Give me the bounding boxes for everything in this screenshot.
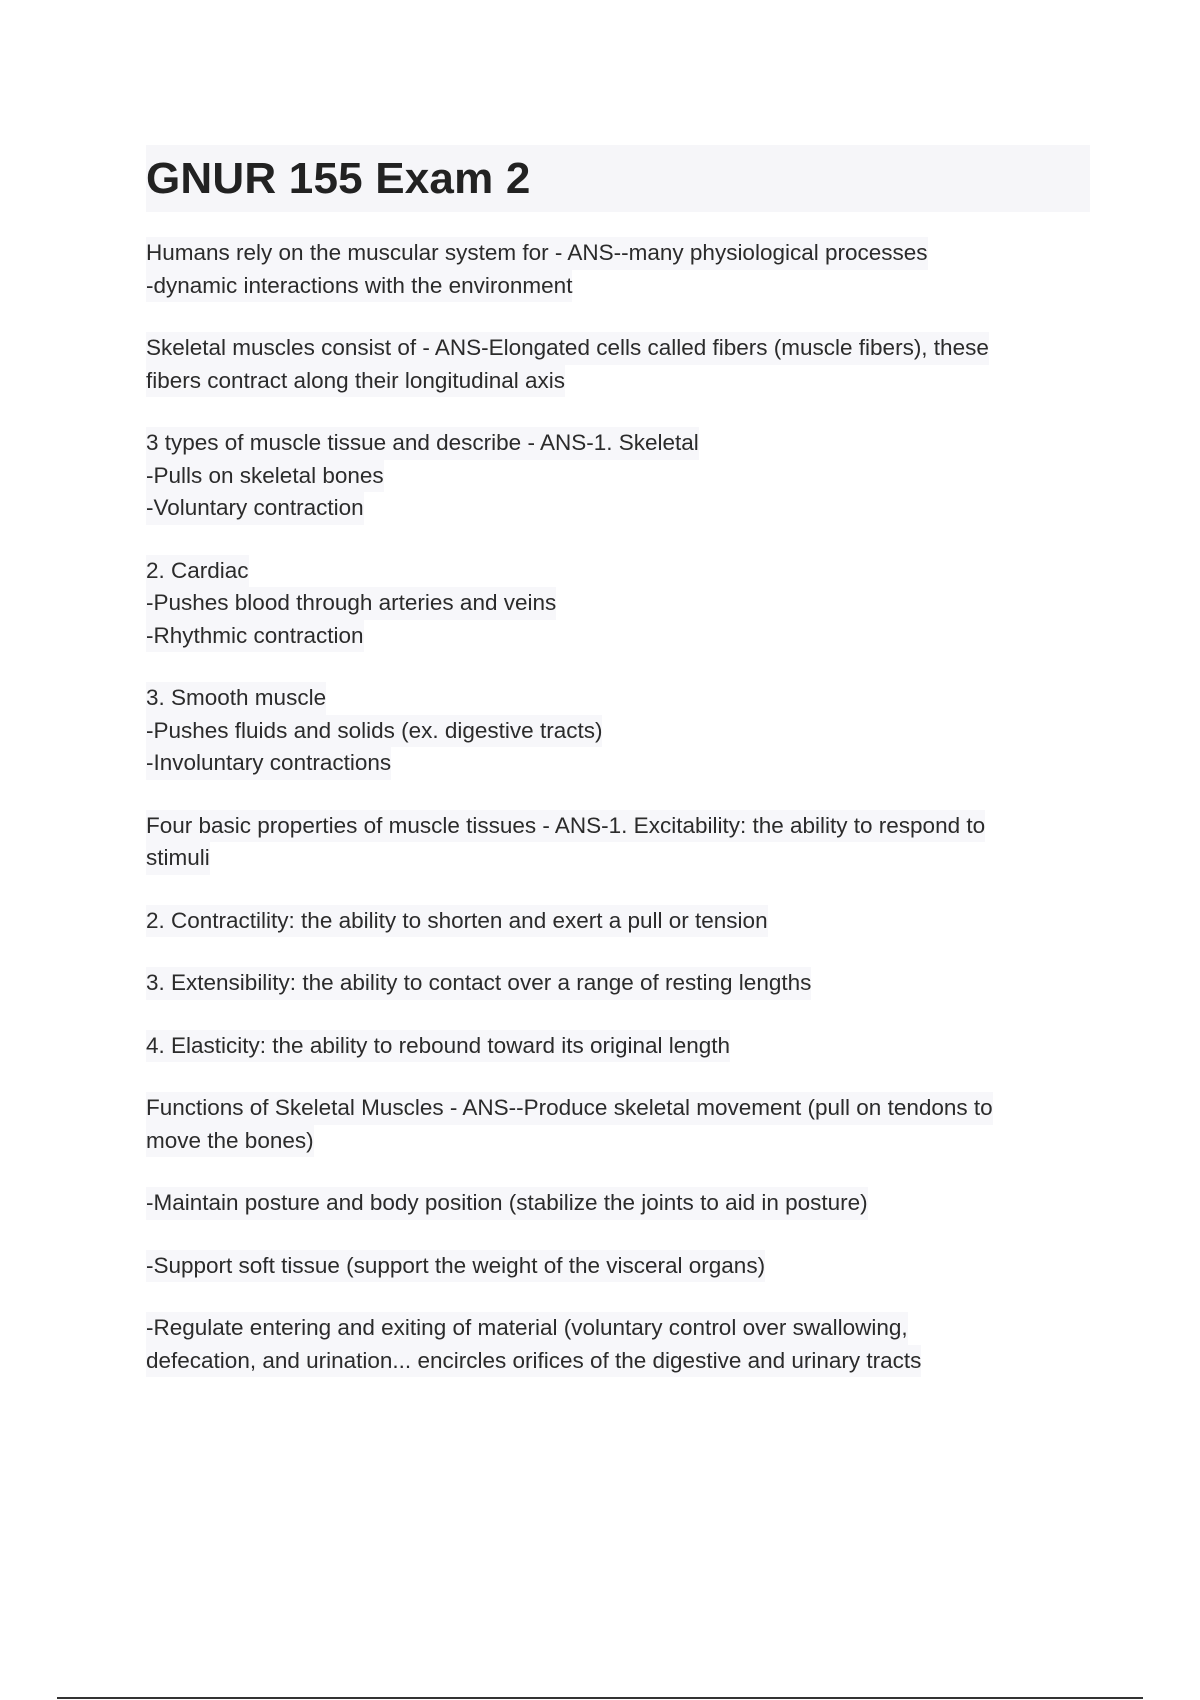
text-line: 2. Cardiac — [146, 555, 249, 588]
text-line: 3. Extensibility: the ability to contact over a range of resting lengths — [146, 967, 811, 1000]
text-line: defecation, and urination... encircles orifices of the digestive and urinary tracts — [146, 1345, 921, 1378]
text-line: Four basic properties of muscle tissues - ANS-1. Excitability: the ability to respond to — [146, 810, 985, 843]
page-title: GNUR 155 Exam 2 — [146, 153, 531, 203]
qa-paragraph — [146, 967, 1090, 1000]
text-line: 3. Smooth muscle — [146, 682, 326, 715]
qa-paragraph — [146, 1092, 1090, 1157]
qa-paragraph — [146, 237, 1090, 302]
qa-paragraph — [146, 682, 1090, 780]
text-line: fibers contract along their longitudinal axis — [146, 365, 565, 398]
text-line: -dynamic interactions with the environment — [146, 270, 572, 303]
qa-paragraph — [146, 555, 1090, 653]
footer-divider — [57, 1697, 1143, 1699]
text-line: -Voluntary contraction — [146, 492, 364, 525]
text-line: Functions of Skeletal Muscles - ANS--Produce skeletal movement (pull on tendons to — [146, 1092, 993, 1125]
text-line: -Pulls on skeletal bones — [146, 460, 384, 493]
text-line: 4. Elasticity: the ability to rebound toward its original length — [146, 1030, 730, 1063]
text-line: -Pushes blood through arteries and veins — [146, 587, 556, 620]
qa-paragraph — [146, 1312, 1090, 1377]
text-line: -Involuntary contractions — [146, 747, 391, 780]
text-line: 2. Contractility: the ability to shorten and exert a pull or tension — [146, 905, 768, 938]
text-line: -Regulate entering and exiting of material (voluntary control over swallowing, — [146, 1312, 908, 1345]
text-line: 3 types of muscle tissue and describe - ANS-1. Skeletal — [146, 427, 699, 460]
qa-paragraph — [146, 810, 1090, 875]
text-line: -Support soft tissue (support the weight of the visceral organs) — [146, 1250, 765, 1283]
text-line: Humans rely on the muscular system for - ANS--many physiological processes — [146, 237, 928, 270]
qa-paragraph — [146, 332, 1090, 397]
qa-paragraph — [146, 1030, 1090, 1063]
text-line: move the bones) — [146, 1125, 314, 1158]
text-line: -Pushes fluids and solids (ex. digestive tracts) — [146, 715, 602, 748]
text-line: Skeletal muscles consist of - ANS-Elongated cells called fibers (muscle fibers), these — [146, 332, 989, 365]
title-block — [146, 145, 1090, 212]
qa-paragraph — [146, 1250, 1090, 1283]
text-line: stimuli — [146, 842, 210, 875]
text-line: -Rhythmic contraction — [146, 620, 364, 653]
qa-paragraph — [146, 427, 1090, 525]
text-line: -Maintain posture and body position (stabilize the joints to aid in posture) — [146, 1187, 868, 1220]
document-page — [146, 145, 1090, 1407]
qa-paragraph — [146, 1187, 1090, 1220]
document-body — [146, 237, 1090, 1377]
qa-paragraph — [146, 905, 1090, 938]
